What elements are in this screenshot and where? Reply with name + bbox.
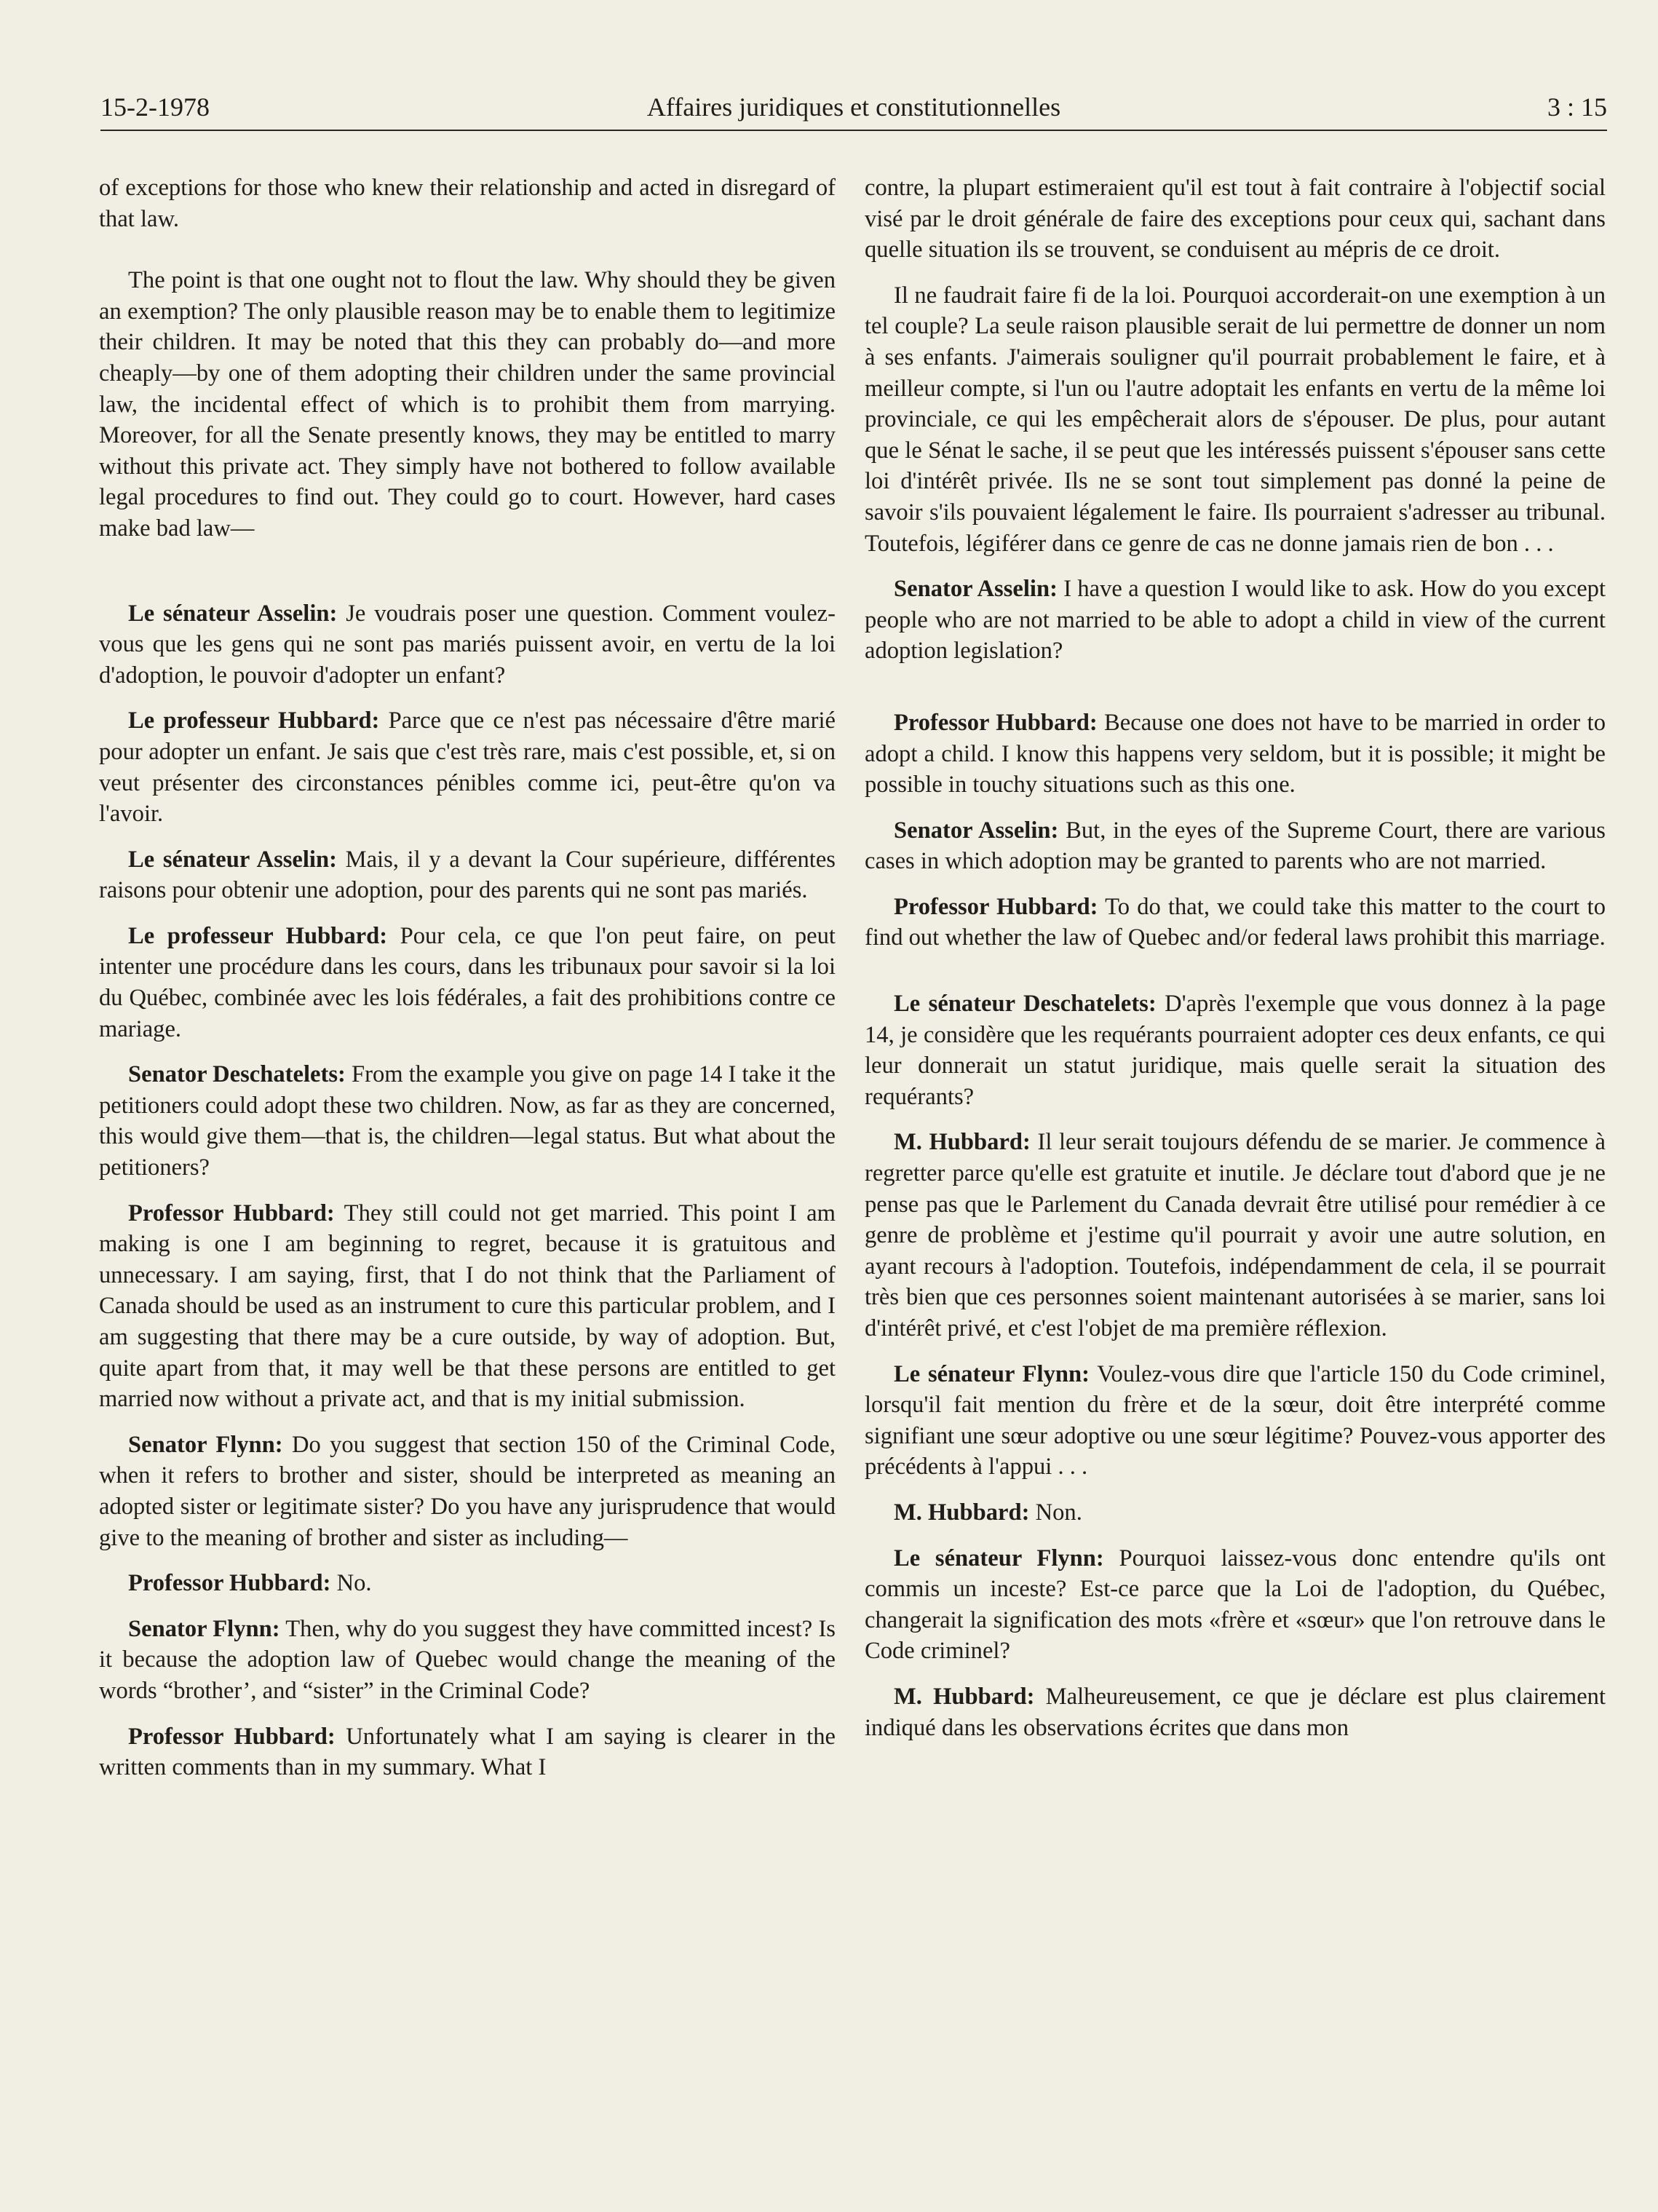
paragraph: [99, 1059, 836, 1183]
paragraph: [99, 1568, 836, 1599]
speaker-label: Senator Asselin:: [894, 817, 1059, 844]
speaker-label: Professor Hubbard:: [128, 1570, 331, 1597]
paragraph-text: They still could not get married. This point I am making is one I am beginning to regret, because it is gratuitous and unnecessary. I am saying, first, that I do not think that the Parliament of Canada should be used as an instrument to cure this particular problem, and I am suggesting that there may be a cure outside, by way of adoption. But, quite apart from that, it may well be that these persons are entitled to get married now without a private act, and that is my initial submission.: [99, 1200, 836, 1413]
paragraph: [865, 173, 1606, 266]
paragraph-text: Mais, il y a devant la Cour supérieure, différentes raisons pour obtenir une adoption, pour des parents qui ne sont pas mariés.: [99, 846, 836, 904]
paragraph-text: Non.: [1029, 1499, 1082, 1526]
left-column-english: [99, 173, 836, 1798]
paragraph-text: Do you suggest that section 150 of the Criminal Code, when it refers to brother and sister, should be interpreted as meaning an adopted sister or legitimate sister? Do you have any jurisprudence that would give to the meaning of brother and sister as including—: [99, 1431, 836, 1551]
paragraph: [865, 1681, 1606, 1743]
paragraph: [99, 844, 836, 906]
paragraph: [865, 574, 1606, 667]
paragraph: [865, 1359, 1606, 1483]
paragraph-text: Je voudrais poser une question. Comment voulez-vous que les gens qui ne sont pas mariés puissent avoir, en vertu de la loi d'adoption, le pouvoir d'adopter un enfant?: [99, 600, 836, 689]
paragraph-text: I have a question I would like to ask. How do you except people who are not married to be able to adopt a child in view of the current adoption legislation?: [865, 576, 1606, 665]
speaker-label: M. Hubbard:: [894, 1499, 1030, 1526]
paragraph-text: No.: [330, 1570, 372, 1597]
paragraph: [865, 280, 1606, 559]
paragraph-text: contre, la plupart estimeraient qu'il est tout à fait contraire à l'objectif social visé par le droit générale de faire des exceptions pour ceux qui, sachant dans quelle situation ils se trouvent, se conduisent au mépris de ce droit.: [865, 175, 1606, 263]
paragraph: [99, 921, 836, 1044]
header-title: Affaires juridiques et constitutionnelles: [646, 92, 1061, 122]
paragraph-text: Pourquoi laissez-vous donc entendre qu'ils ont commis un inceste? Est-ce parce que la Loi de l'adoption, du Québec, changerait la signification des mots «frère et «sœur» que l'on retrouve dans le Code criminel?: [865, 1545, 1606, 1665]
paragraph: [99, 598, 836, 691]
speaker-label: Professor Hubbard:: [894, 893, 1098, 920]
paragraph-text: Il ne faudrait faire fi de la loi. Pourquoi accorderait-on une exemption à un tel couple? La seule raison plausible serait de lui permettre de donner un nom à ses enfants. J'aimerais souligner qu'il pourrait probablement le faire, et à meilleur compte, si l'un ou l'autre adoptait les enfants en vertu de la même loi provinciale, ce qui les empêcherait alors de s'épouser. De plus, pour autant que le Sénat le sache, il se peut que les intéressés puissent s'épouser sans cette loi d'intérêt privée. Ils ne se sont tout simplement pas donné la peine de savoir s'ils pouvaient légalement le faire. Ils pourraient s'adresser au tribunal. Toutefois, légiférer dans ce genre de cas ne donne jamais rien de bon . . .: [865, 282, 1606, 557]
paragraph: [99, 1721, 836, 1783]
paragraph: [99, 1614, 836, 1707]
paragraph-text: The point is that one ought not to flout the law. Why should they be given an exemption? The only plausible reason may be to enable them to legitimize their children. It may be noted that this they can probably do—and more cheaply—by one of them adopting their children under the same provincial law, the incidental effect of which is to prohibit them from marrying. Moreover, for all the Senate presently knows, they may be entitled to marry without this private act. They simply have not bothered to follow available legal procedures to find out. They could go to court. However, hard cases make bad law—: [99, 267, 836, 542]
paragraph-text: From the example you give on page 14 I take it the petitioners could adopt these two children. Now, as far as they are concerned, this would give them—that is, the children—legal status. But what about the petitioners?: [99, 1061, 836, 1181]
paragraph: [99, 173, 836, 234]
paragraph-text: D'après l'exemple que vous donnez à la page 14, je considère que les requérants pourraient adopter ces deux enfants, ce qui leur donnerait un statut juridique, mais quelle serait la situation des requérants?: [865, 991, 1606, 1110]
paragraph-text: Parce que ce n'est pas nécessaire d'être marié pour adopter un enfant. Je sais que c'est très rare, mais c'est possible, et, si on veut présenter des circonstances pénibles comme ici, peut-être qu'on va l'avoir.: [99, 707, 836, 828]
paragraph: [865, 815, 1606, 877]
paragraph-text: Unfortunately what I am saying is clearer in the written comments than in my summary. What I: [99, 1723, 836, 1781]
paragraph: [99, 265, 836, 544]
speaker-label: Le professeur Hubbard:: [128, 922, 388, 949]
header-date: 15-2-1978: [100, 92, 210, 122]
speaker-label: Le sénateur Flynn:: [894, 1545, 1104, 1571]
paragraph: [99, 705, 836, 829]
paragraph: [99, 1198, 836, 1415]
speaker-label: Senator Flynn:: [128, 1615, 280, 1642]
speaker-label: Le sénateur Asselin:: [128, 846, 337, 873]
paragraph-text: of exceptions for those who knew their relationship and acted in disregard of that law.: [99, 175, 836, 232]
paragraph-text: Pour cela, ce que l'on peut faire, on peut intenter une procédure dans les cours, dans les tribunaux pour savoir si la loi du Québec, combinée avec les lois fédérales, a fait des prohibitions contre ce mariage.: [99, 922, 836, 1042]
speaker-label: M. Hubbard:: [894, 1129, 1031, 1156]
speaker-label: M. Hubbard:: [894, 1683, 1035, 1710]
paragraph: [865, 1543, 1606, 1667]
paragraph: [865, 892, 1606, 954]
speaker-label: Senator Flynn:: [128, 1431, 283, 1458]
paragraph: [865, 988, 1606, 1112]
paragraph: [865, 1127, 1606, 1344]
paragraph-text: Il leur serait toujours défendu de se marier. Je commence à regretter parce qu'elle est gratuite et inutile. Je déclare tout d'abord que je ne pense pas que le Parlement du Canada devrait être utilisé pour remédier à ce genre de problème et j'estime qu'il pourrait y avoir une autre solution, en ayant recours à l'adoption. Toutefois, indépendamment de cela, il se pourrait très bien que ces personnes soient maintenant autorisées à se marier, sans loi d'intérêt privé, et c'est l'objet de ma première réflexion.: [865, 1129, 1606, 1341]
paragraph-text: Voulez-vous dire que l'article 150 du Code criminel, lorsqu'il fait mention du frère et de la sœur, doit être interprété comme signifiant une sœur adoptive ou une sœur légitime? Pouvez-vous apporter des précédents à l'appui . . .: [865, 1360, 1606, 1480]
paragraph: [865, 1497, 1606, 1529]
speaker-label: Senator Deschatelets:: [128, 1061, 346, 1088]
paragraph-text: Because one does not have to be married in order to adopt a child. I know this happens very seldom, but it is possible; it might be possible in touchy situations such as this one.: [865, 709, 1606, 798]
speaker-label: Le professeur Hubbard:: [128, 707, 380, 734]
speaker-label: Le sénateur Asselin:: [128, 600, 338, 627]
paragraph-text: Then, why do you suggest they have committed incest? Is it because the adoption law of Quebec would change the meaning of the words “brother’, and “sister” in the Criminal Code?: [99, 1615, 836, 1704]
paragraph: [865, 707, 1606, 801]
speaker-label: Professor Hubbard:: [128, 1200, 335, 1226]
header-page-number: 3 : 15: [1547, 92, 1607, 122]
speaker-label: Senator Asselin:: [894, 576, 1058, 603]
paragraph-text: To do that, we could take this matter to the court to find out whether the law of Quebec and/or federal laws prohibit this marriage.: [865, 893, 1606, 951]
right-column-french: [865, 173, 1606, 1758]
paragraph: [99, 1430, 836, 1553]
paragraph-text: Malheureusement, ce que je déclare est plus clairement indiqué dans les observations écrites que dans mon: [865, 1683, 1606, 1741]
speaker-label: Professor Hubbard:: [894, 709, 1098, 736]
speaker-label: Le sénateur Flynn:: [894, 1360, 1090, 1387]
speaker-label: Professor Hubbard:: [128, 1723, 336, 1750]
running-header: [100, 86, 1607, 131]
speaker-label: Le sénateur Deschatelets:: [894, 991, 1157, 1018]
paragraph-text: But, in the eyes of the Supreme Court, there are various cases in which adoption may be granted to parents who are not married.: [865, 817, 1606, 875]
